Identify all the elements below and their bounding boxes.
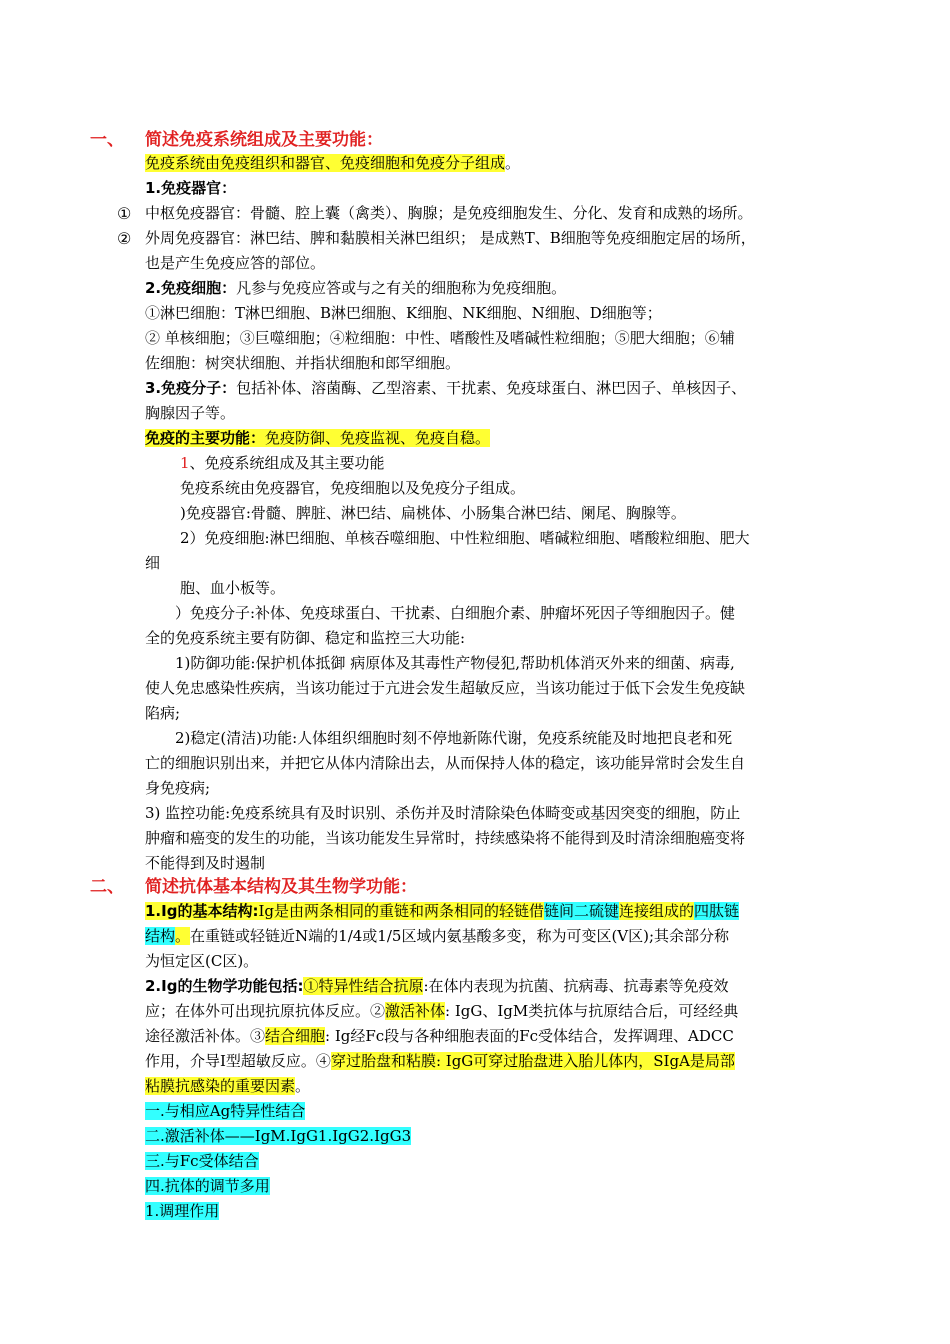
paragraph: 佐细胞：树突状细胞、并指状细胞和郎罕细胞。 bbox=[145, 354, 461, 372]
paragraph: 也是产生免疫应答的部位。 bbox=[145, 254, 326, 272]
paragraph: 全的免疫系统主要有防御、稳定和监控三大功能: bbox=[145, 629, 466, 647]
function-heading: 免疫的主要功能： bbox=[145, 429, 266, 447]
highlight-text: 二.激活补体——IgM.IgG1.IgG2.IgG3 bbox=[145, 1127, 412, 1145]
section-1-number: 一、 bbox=[90, 130, 124, 150]
paragraph: )免疫器官:骨髓、脾脏、淋巴结、扁桃体、小肠集合淋巴结、阑尾、胸腺等。 bbox=[180, 504, 686, 522]
paragraph: 2）免疫细胞:淋巴细胞、单核吞噬细胞、中性粒细胞、嗜碱粒细胞、嗜酸粒细胞、肥大 bbox=[180, 529, 750, 547]
text: 。 bbox=[295, 1077, 311, 1095]
paragraph: ①淋巴细胞：T淋巴细胞、B淋巴细胞、K细胞、NK细胞、N细胞、D细胞等； bbox=[145, 304, 662, 322]
text: 包括补体、溶菌酶、乙型溶素、干扰素、免疫球蛋白、淋巴因子、单核因子、 bbox=[236, 379, 747, 397]
organ-heading: 1.免疫器官： bbox=[145, 179, 237, 197]
subsection-title: 、免疫系统组成及其主要功能 bbox=[189, 454, 385, 472]
highlight-text: 穿过胎盘和粘膜: bbox=[330, 1052, 441, 1070]
text: 作用，介导Ⅰ型超敏反应。④ bbox=[145, 1052, 331, 1070]
list-marker: ② bbox=[117, 229, 132, 248]
paragraph: 为恒定区(C区)。 bbox=[145, 952, 259, 970]
highlight-text: 结构 bbox=[145, 927, 176, 945]
highlight-text: 粘膜抗感染的重要因素 bbox=[145, 1077, 296, 1095]
paragraph: 陷病; bbox=[145, 704, 181, 722]
paragraph bbox=[180, 451, 870, 476]
paragraph bbox=[145, 1049, 835, 1074]
highlight-text: 连接组成的 bbox=[619, 902, 695, 920]
text: 凡参与免疫应答或与之有关的细胞称为免疫细胞。 bbox=[236, 279, 567, 297]
highlight-text: ① bbox=[303, 977, 319, 995]
highlight-text: 免疫防御、免疫监视、免疫自稳。 bbox=[265, 429, 491, 447]
highlight-text: Ig是由两条相同的重链和两条相同的轻链借 bbox=[258, 902, 544, 920]
paragraph bbox=[145, 151, 835, 176]
highlight-text: 特异性结合抗原 bbox=[318, 977, 424, 995]
text: : IgG、IgM类抗体与抗原结合后，可经经典 bbox=[445, 1002, 739, 1020]
paragraph: 外周免疫器官：淋巴结、脾和黏膜相关淋巴组织； 是成熟T、B细胞等免疫细胞定居的场所， bbox=[145, 229, 756, 247]
text: 应；在体外可出现抗原抗体反应。② bbox=[145, 1002, 386, 1020]
paragraph: ）免疫分子:补体、免疫球蛋白、干扰素、白细胞介素、肿瘤坏死因子等细胞因子。健 bbox=[175, 604, 736, 622]
section-2-title: 简述抗体基本结构及其生物学功能： bbox=[145, 877, 417, 897]
paragraph: 亡的细胞识别出来，并把它从体内清除出去，从而保持人体的稳定，该功能异常时会发生自 bbox=[145, 754, 746, 772]
paragraph: ② 单核细胞；③巨噬细胞；④粒细胞：中性、嗜酸性及嗜碱性粒细胞；⑤肥大细胞；⑥辅 bbox=[145, 329, 735, 347]
highlight-text: 四肽链 bbox=[694, 902, 740, 920]
paragraph bbox=[145, 999, 835, 1024]
highlight-text: 一.与相应Ag特异性结合 bbox=[145, 1102, 306, 1120]
list-item bbox=[145, 1099, 835, 1124]
paragraph bbox=[145, 1024, 835, 1049]
list-item bbox=[145, 1174, 835, 1199]
text: 。 bbox=[505, 154, 521, 172]
paragraph bbox=[145, 924, 835, 949]
highlight-text: 。 bbox=[175, 927, 191, 945]
cell-heading: 2.免疫细胞： bbox=[145, 279, 237, 297]
paragraph: 2)稳定(清洁)功能:人体组织细胞时刻不停地新陈代谢，免疫系统能及时地把良老和死 bbox=[175, 729, 733, 747]
paragraph: 肿瘤和癌变的发生的功能，当该功能发生异常时，持续感染将不能得到及时清涂细胞癌变将 bbox=[145, 829, 746, 847]
paragraph bbox=[145, 426, 835, 451]
text: :在体内表现为抗菌、抗病毒、抗毒素等免疫效 bbox=[423, 977, 729, 995]
paragraph: 1)防御功能:保护机体抵御 病原体及其毒性产物侵犯,帮助机体消灭外来的细菌、病毒, bbox=[175, 654, 735, 672]
paragraph: 免疫系统由免疫器官，免疫细胞以及免疫分子组成。 bbox=[180, 479, 526, 497]
molecule-heading: 3.免疫分子： bbox=[145, 379, 237, 397]
subsection-number: 1 bbox=[180, 454, 190, 472]
list-marker: ① bbox=[117, 204, 132, 223]
section-1-heading bbox=[90, 127, 383, 153]
paragraph bbox=[145, 1074, 835, 1099]
text: 在重链或轻链近N端的1/4或1/5区域内氨基酸多变，称为可变区(V区);其余部分称 bbox=[190, 927, 730, 945]
paragraph bbox=[145, 899, 835, 924]
paragraph: 使人免忠感染性疾病，当该功能过于亢进会发生超敏反应，当该功能过于低下会发生免疫缺 bbox=[145, 679, 746, 697]
list-item bbox=[145, 1124, 835, 1149]
highlight-text: 链间二硫键 bbox=[543, 902, 619, 920]
section-1-title: 简述免疫系统组成及主要功能： bbox=[145, 130, 383, 150]
paragraph: 胞、血小板等。 bbox=[180, 579, 286, 597]
highlight-text: 激活补体 bbox=[385, 1002, 446, 1020]
highlight-text: 免疫系统由免疫组织和器官、免疫细胞和免疫分子组成 bbox=[145, 154, 506, 172]
highlight-text: 1.调理作用 bbox=[145, 1202, 220, 1220]
paragraph: 3) 监控功能:免疫系统具有及时识别、杀伤并及时清除染色体畸变或基因突变的细胞，防止 bbox=[145, 804, 741, 822]
highlight-text: 四.抗体的调节多用 bbox=[145, 1177, 270, 1195]
text: : Ig经Fc段与各种细胞表面的Fc受体结合，发挥调理、ADCC bbox=[325, 1027, 734, 1045]
section-2-number: 二、 bbox=[90, 877, 124, 897]
paragraph: 细 bbox=[145, 554, 161, 572]
highlight-text: 结合细胞 bbox=[265, 1027, 326, 1045]
section-2-heading bbox=[90, 874, 417, 900]
paragraph bbox=[145, 276, 835, 301]
paragraph: 胸腺因子等。 bbox=[145, 404, 236, 422]
text: 途径激活补体。③ bbox=[145, 1027, 266, 1045]
paragraph: 身免疫病; bbox=[145, 779, 211, 797]
paragraph bbox=[145, 974, 835, 999]
list-item bbox=[145, 1149, 835, 1174]
paragraph: 中枢免疫器官：骨髓、腔上囊（禽类）、胸腺；是免疫细胞发生、分化、发育和成熟的场所。 bbox=[145, 204, 753, 222]
highlight-text: 三.与Fc受体结合 bbox=[145, 1152, 259, 1170]
structure-heading: 1.Ig的基本结构: bbox=[145, 902, 259, 920]
highlight-text: IgG可穿过胎盘进入胎儿体内，SIgA是局部 bbox=[441, 1052, 735, 1070]
function-heading: 2.Ig的生物学功能包括: bbox=[145, 977, 304, 995]
paragraph: 不能得到及时遏制 bbox=[145, 854, 266, 872]
list-item bbox=[145, 1199, 835, 1224]
paragraph bbox=[145, 376, 835, 401]
